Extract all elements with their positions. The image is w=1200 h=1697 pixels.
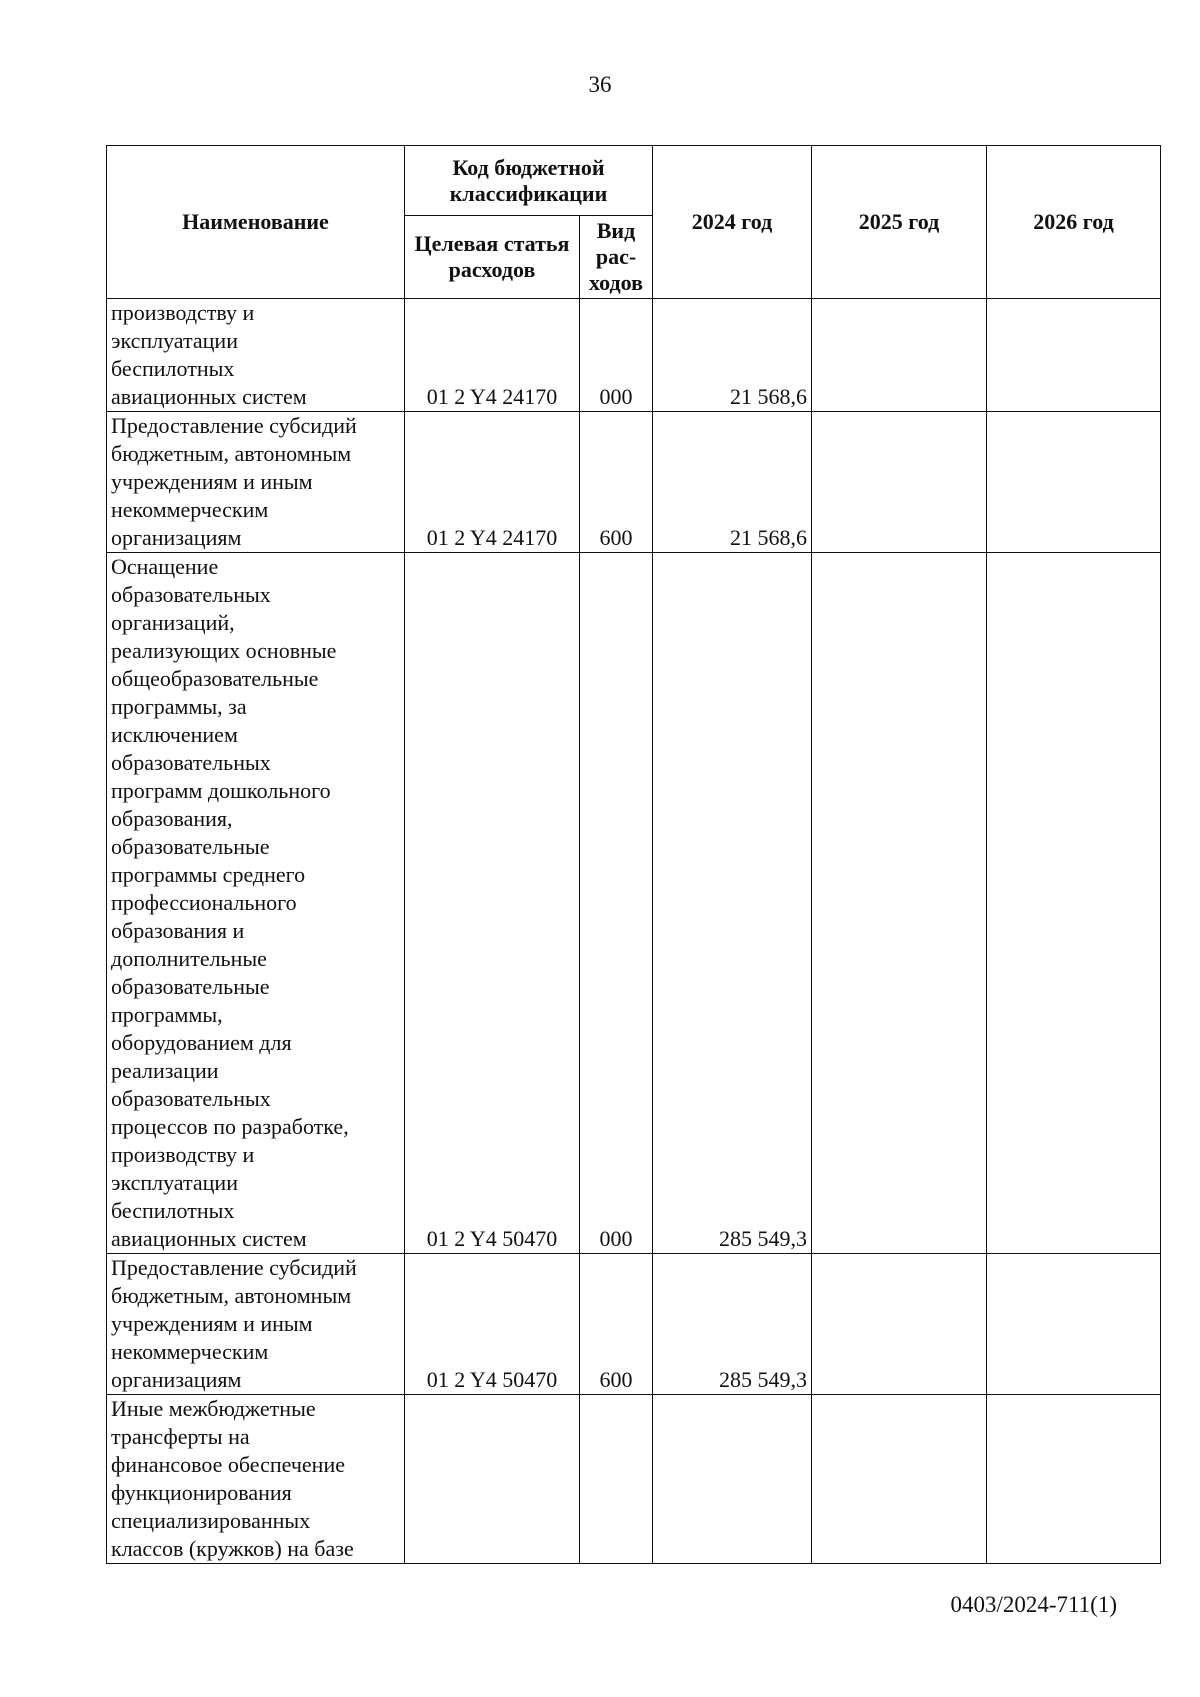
row-2025	[812, 553, 987, 1254]
row-name: Предоставление субсидий бюджетным, автономным учреждениям и иным некоммерческим организациям	[107, 412, 405, 553]
header-2025: 2025 год	[812, 146, 987, 299]
row-expense-type: 600	[580, 412, 653, 553]
header-name: Наименование	[107, 146, 405, 299]
row-2024	[653, 1395, 812, 1564]
row-2026	[987, 1395, 1161, 1564]
row-expense-type: 600	[580, 1254, 653, 1395]
row-2025	[812, 1395, 987, 1564]
row-target-article: 01 2 Y4 50470	[405, 553, 580, 1254]
table-row	[107, 299, 1161, 412]
row-2026	[987, 412, 1161, 553]
row-name: Оснащение образовательных организаций, реализующих основные общеобразовательные программы, за исключением образовательных программ дошкольного образования, образовательные программы среднего профессионального образования и дополнительные образовательные программы, оборудованием для реализации образовательных процессов по разработке, производству и эксплуатации беспилотных авиационных систем	[107, 553, 405, 1254]
table-row	[107, 553, 1161, 1254]
header-2026: 2026 год	[987, 146, 1161, 299]
row-target-article	[405, 1395, 580, 1564]
row-target-article: 01 2 Y4 24170	[405, 412, 580, 553]
row-2024: 21 568,6	[653, 412, 812, 553]
header-target-article: Целевая статья расходов	[405, 216, 580, 299]
row-2026	[987, 553, 1161, 1254]
row-2026	[987, 299, 1161, 412]
row-expense-type: 000	[580, 299, 653, 412]
row-2025	[812, 1254, 987, 1395]
header-2024: 2024 год	[653, 146, 812, 299]
table-row	[107, 412, 1161, 553]
header-expense-type: Вид рас-ходов	[580, 216, 653, 299]
document-number: 0403/2024-711(1)	[950, 1592, 1117, 1617]
row-2024: 21 568,6	[653, 299, 812, 412]
row-target-article: 01 2 Y4 24170	[405, 299, 580, 412]
row-2025	[812, 412, 987, 553]
row-expense-type: 000	[580, 553, 653, 1254]
row-expense-type	[580, 1395, 653, 1564]
page-number: 36	[588, 72, 612, 97]
row-name: Предоставление субсидий бюджетным, автономным учреждениям и иным некоммерческим организациям	[107, 1254, 405, 1395]
row-name: производству и эксплуатации беспилотных авиационных систем	[107, 299, 405, 412]
table-row	[107, 1395, 1161, 1564]
budget-table	[106, 145, 1161, 1564]
row-2026	[987, 1254, 1161, 1395]
row-target-article: 01 2 Y4 50470	[405, 1254, 580, 1395]
row-2024: 285 549,3	[653, 553, 812, 1254]
row-2024: 285 549,3	[653, 1254, 812, 1395]
header-row	[107, 146, 1161, 216]
row-name: Иные межбюджетные трансферты на финансовое обеспечение функционирования специализированных классов (кружков) на базе	[107, 1395, 405, 1564]
table-row	[107, 1254, 1161, 1395]
row-2025	[812, 299, 987, 412]
header-code-group: Код бюджетной классификации	[405, 146, 653, 216]
